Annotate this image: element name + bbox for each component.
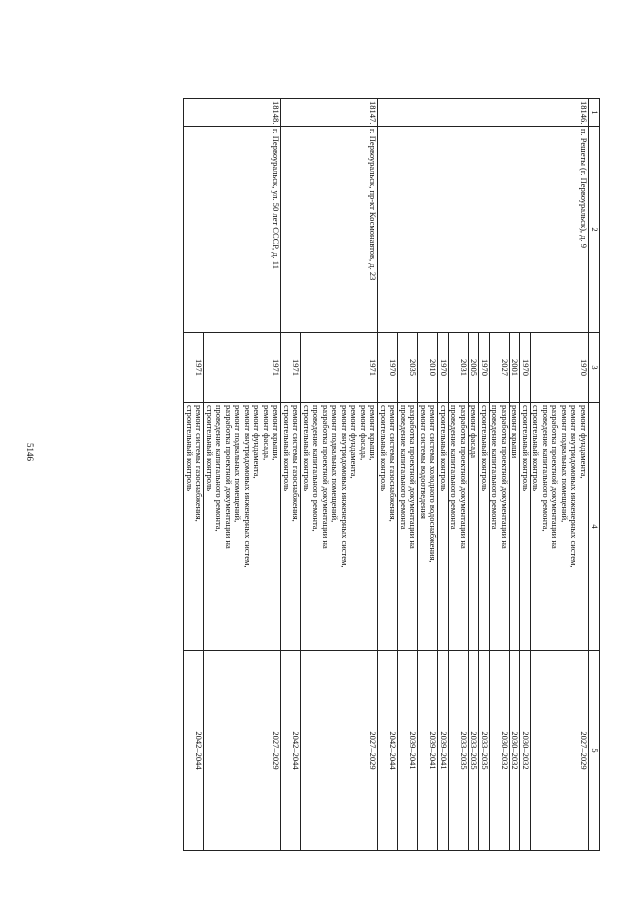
period-cell: 2039–2041	[398, 651, 418, 851]
work-item: ремонт внутридомовых инженерных систем,	[569, 405, 580, 568]
works-cell	[281, 403, 301, 651]
work-item: проведение капитального ремонта	[449, 405, 460, 530]
column-header: 2	[589, 127, 600, 333]
year-cell: 1970	[520, 333, 531, 403]
period-cell: 2042–2044	[281, 651, 301, 851]
table-row	[204, 99, 281, 851]
period-cell: 2042–2044	[184, 651, 204, 851]
work-item: ремонт фасада,	[262, 405, 272, 461]
works-cell	[398, 403, 418, 651]
row-number: 18146.	[378, 99, 589, 127]
works-cell	[204, 403, 281, 651]
work-item: проведение капитального ремонта	[399, 405, 409, 530]
work-item: проведение капитального ремонта,	[541, 405, 551, 532]
work-item: ремонт подвальных помещений,	[233, 405, 244, 523]
year-cell: 1971	[184, 333, 204, 403]
page-number: 5146	[25, 443, 35, 461]
work-item: строительный контроль	[282, 405, 292, 492]
period-cell: 2033–2035	[469, 651, 480, 851]
year-cell: 1970	[531, 333, 589, 403]
work-item: строительный контроль	[185, 405, 195, 492]
works-cell	[479, 403, 490, 651]
work-item: ремонт фундамента,	[349, 405, 360, 479]
work-item: ремонт системы водоотведения	[419, 405, 429, 519]
work-item: разработка проектной документации на	[550, 405, 561, 549]
work-item: разработка проектной документации на	[321, 405, 331, 549]
work-item: разработка проектной документации на	[459, 405, 469, 549]
work-item: ремонт системы газоснабжения,	[291, 405, 302, 522]
repair-schedule-table	[184, 98, 601, 851]
work-item: ремонт системы газоснабжения,	[388, 405, 399, 522]
work-item: разработка проектной документации на	[500, 405, 510, 549]
building-address: г. Первоуральск, пр-кт Космонавтов, д. 23	[281, 127, 378, 333]
row-number: 18148.	[184, 99, 281, 127]
period-cell: 2039–2041	[438, 651, 449, 851]
year-cell: 2010	[418, 333, 438, 403]
column-header: 3	[589, 333, 600, 403]
year-cell: 2001	[510, 333, 521, 403]
work-item: строительный контроль	[379, 405, 389, 492]
period-cell: 2027–2029	[301, 651, 378, 851]
work-item: ремонт подвальных помещений,	[330, 405, 341, 523]
works-cell	[520, 403, 531, 651]
year-cell: 1970	[438, 333, 449, 403]
works-cell	[510, 403, 521, 651]
work-item: строительный контроль	[521, 405, 531, 492]
works-cell	[469, 403, 480, 651]
work-item: ремонт крыши	[510, 405, 521, 459]
work-item: ремонт крыши,	[368, 405, 379, 461]
period-cell: 2033–2035	[449, 651, 469, 851]
year-cell: 1970	[479, 333, 490, 403]
works-cell	[378, 403, 398, 651]
works-cell	[531, 403, 589, 651]
year-cell: 2027	[490, 333, 510, 403]
work-item: проведение капитального ремонта,	[311, 405, 322, 532]
year-cell: 2031	[449, 333, 469, 403]
year-cell: 1971	[281, 333, 301, 403]
work-item: ремонт внутридомовых инженерных систем,	[243, 405, 253, 568]
works-cell	[449, 403, 469, 651]
work-item: строительный контроль	[205, 405, 215, 492]
works-cell	[184, 403, 204, 651]
work-item: ремонт фундамента,	[252, 405, 263, 479]
work-item: ремонт фундамента,	[579, 405, 589, 479]
year-cell: 1971	[301, 333, 378, 403]
work-item: ремонт фасада	[469, 405, 480, 459]
work-item: ремонт фасада,	[359, 405, 369, 461]
column-header: 1	[589, 99, 600, 127]
period-cell: 2027–2029	[531, 651, 589, 851]
period-cell: 2030–2032	[490, 651, 510, 851]
work-item: ремонт системы газоснабжения,	[194, 405, 205, 522]
rotated-table-wrapper	[95, 98, 600, 850]
table-body	[184, 99, 589, 851]
works-cell	[418, 403, 438, 651]
works-cell	[490, 403, 510, 651]
column-header: 4	[589, 403, 600, 651]
building-address: г. Первоуральск, ул. 50 лет СССР, д. 11	[184, 127, 281, 333]
period-cell: 2039–2041	[418, 651, 438, 851]
period-cell: 2030–2032	[510, 651, 521, 851]
work-item: ремонт крыши,	[271, 405, 282, 461]
work-item: проведение капитального ремонта,	[214, 405, 225, 532]
table-row	[531, 99, 589, 851]
work-item: строительный контроль	[302, 405, 312, 492]
works-cell	[301, 403, 378, 651]
year-cell: 1971	[204, 333, 281, 403]
work-item: ремонт системы холодного водоснабжения,	[428, 405, 439, 563]
building-address: п. Решеты (г. Первоуральск), д. 9	[378, 127, 589, 333]
column-header: 5	[589, 651, 600, 851]
work-item: разработка проектной документации на	[224, 405, 234, 549]
column-number-row	[589, 99, 600, 851]
work-item: строительный контроль	[480, 405, 490, 492]
period-cell: 2033–2035	[479, 651, 490, 851]
table-row	[301, 99, 378, 851]
period-cell: 2027–2029	[204, 651, 281, 851]
period-cell: 2042–2044	[378, 651, 398, 851]
row-number: 18147.	[281, 99, 378, 127]
work-item: строительный контроль	[439, 405, 449, 492]
period-cell: 2030–2032	[520, 651, 531, 851]
year-cell: 2005	[469, 333, 480, 403]
works-cell	[438, 403, 449, 651]
work-item: ремонт подвальных помещений,	[560, 405, 570, 523]
work-item: проведение капитального ремонта	[490, 405, 501, 530]
year-cell: 1970	[378, 333, 398, 403]
work-item: строительный контроль	[531, 405, 542, 492]
work-item: разработка проектной документации на	[408, 405, 419, 549]
year-cell: 2035	[398, 333, 418, 403]
work-item: ремонт внутридомовых инженерных систем,	[340, 405, 350, 568]
